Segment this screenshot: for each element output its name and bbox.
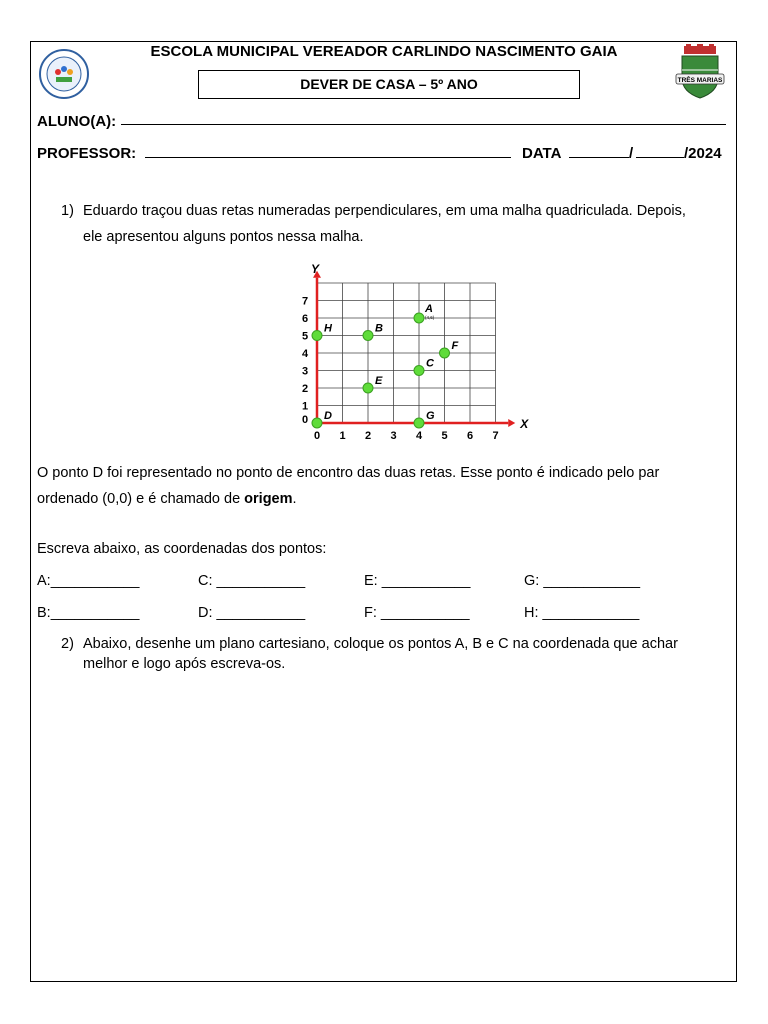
teacher-name-line[interactable]	[145, 143, 511, 158]
answer-f[interactable]: F: ___________	[364, 605, 470, 621]
x-tick-label: 3	[390, 430, 397, 442]
point-label-c: C	[426, 357, 434, 370]
student-label: ALUNO(A):	[37, 113, 117, 130]
point-label-a: A	[425, 303, 433, 315]
paragraph-line1: O ponto D foi representado no ponto de encontro das duas retas. Esse ponto é indicado pelo par	[37, 465, 660, 481]
x-tick-label: 4	[416, 430, 423, 442]
x-tick-label: 0	[313, 430, 321, 442]
answer-c[interactable]: C: ___________	[198, 573, 306, 589]
point-f	[440, 348, 450, 358]
date-day-line[interactable]	[569, 143, 629, 158]
q1-line1: Eduardo traçou duas retas numeradas perpendiculares, em uma malha quadriculada. Depois,	[83, 203, 686, 219]
origin-term: origem	[244, 491, 293, 507]
x-tick-label: 7	[492, 430, 499, 442]
y-tick-label: 7	[302, 295, 309, 308]
point-label-h: H	[324, 322, 332, 335]
answer-g[interactable]: G: ____________	[524, 573, 641, 589]
q1-line2: ele apresentou alguns pontos nessa malha.	[83, 229, 364, 245]
point-label-e: E	[375, 375, 383, 387]
x-axis-arrow	[508, 419, 515, 427]
point-label-g: G	[426, 410, 435, 422]
date-separator: /	[629, 145, 634, 162]
point-label-b: B	[375, 322, 383, 335]
answer-b[interactable]: B:___________	[37, 605, 140, 621]
school-name: ESCOLA MUNICIPAL VEREADOR CARLINDO NASCIMENTO GAIA	[150, 43, 618, 60]
point-b	[363, 331, 373, 341]
q2-line1: Abaixo, desenhe um plano cartesiano, coloque os pontos A, B e C na coordenada que achar	[83, 636, 678, 652]
answer-d[interactable]: D: ___________	[198, 605, 306, 621]
y-tick-label: 0	[302, 414, 309, 426]
y-tick-label: 4	[302, 348, 309, 360]
q2-line2: melhor e logo após escreva-os.	[83, 656, 286, 672]
answer-a[interactable]: A:___________	[37, 573, 140, 589]
x-axis-label: X	[520, 417, 529, 431]
x-tick-label: 2	[365, 430, 372, 442]
paragraph-line2	[37, 491, 297, 507]
point-a	[414, 313, 424, 323]
y-tick-label: 5	[302, 330, 309, 343]
y-axis-label: Y	[311, 261, 320, 276]
coordinate-grid-chart	[290, 255, 530, 445]
x-tick-label: 1	[339, 430, 346, 442]
point-g	[414, 418, 424, 428]
date-label: DATA	[522, 145, 562, 162]
point-a-annotation: (4,6)	[425, 315, 435, 320]
answer-h[interactable]: H: ____________	[524, 605, 640, 621]
y-tick-label: 3	[302, 365, 309, 378]
point-c	[414, 366, 424, 376]
assignment-title: DEVER DE CASA – 5º ANO	[198, 70, 580, 99]
point-label-f: F	[451, 340, 459, 352]
paragraph-text: ordenado (0,0) e é chamado de	[37, 491, 245, 507]
answer-e[interactable]: E: ___________	[364, 573, 471, 589]
drawing-area[interactable]	[40, 690, 728, 970]
q1-number: 1)	[61, 203, 74, 219]
y-tick-label: 6	[302, 313, 309, 325]
point-e	[363, 383, 373, 393]
x-tick-label: 6	[467, 430, 474, 442]
y-tick-label: 1	[302, 400, 309, 413]
point-label-d: D	[324, 410, 332, 422]
q2-number: 2)	[61, 636, 74, 652]
instruction-text: Escreva abaixo, as coordenadas dos pontos:	[37, 541, 327, 557]
x-tick-label: 5	[441, 430, 448, 442]
date-year: /2024	[684, 145, 722, 162]
paragraph-period: .	[292, 491, 297, 507]
y-tick-label: 2	[302, 383, 309, 395]
point-h	[312, 331, 322, 341]
date-month-line[interactable]	[636, 143, 684, 158]
crest-banner-text: TRÊS MARIAS	[677, 77, 723, 84]
teacher-label: PROFESSOR:	[37, 145, 137, 162]
point-d	[312, 418, 322, 428]
student-name-line[interactable]	[121, 110, 726, 125]
